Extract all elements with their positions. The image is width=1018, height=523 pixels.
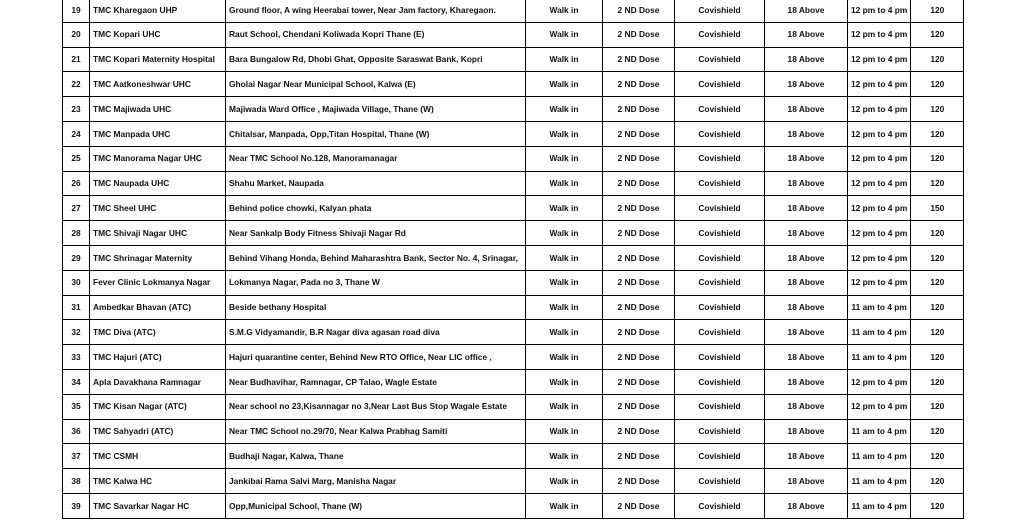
table-row xyxy=(63,121,964,146)
age-group-cell: 18 Above xyxy=(765,0,848,22)
slot-count-cell: 150 xyxy=(911,196,964,221)
dose-type-cell: 2 ND Dose xyxy=(603,22,675,47)
slot-count-cell: 120 xyxy=(911,369,964,394)
centre-address-cell: Gholai Nagar Near Municipal School, Kalwa (E) xyxy=(226,72,526,97)
row-number-cell: 24 xyxy=(63,121,90,146)
table-row xyxy=(63,22,964,47)
table-body xyxy=(63,0,964,518)
session-time-cell: 12 pm to 4 pm xyxy=(848,121,911,146)
session-time-cell: 11 am to 4 pm xyxy=(848,444,911,469)
vaccine-name-cell: Covishield xyxy=(675,270,765,295)
row-number-cell: 21 xyxy=(63,47,90,72)
vaccine-name-cell: Covishield xyxy=(675,345,765,370)
booking-mode-cell: Walk in xyxy=(526,419,603,444)
centre-name-cell: TMC Sahyadri (ATC) xyxy=(90,419,226,444)
centre-address-cell: Behind police chowki, Kalyan phata xyxy=(226,196,526,221)
table-row xyxy=(63,221,964,246)
session-time-cell: 12 pm to 4 pm xyxy=(848,146,911,171)
row-number-cell: 23 xyxy=(63,97,90,122)
booking-mode-cell: Walk in xyxy=(526,320,603,345)
session-time-cell: 12 pm to 4 pm xyxy=(848,22,911,47)
dose-type-cell: 2 ND Dose xyxy=(603,493,675,518)
dose-type-cell: 2 ND Dose xyxy=(603,394,675,419)
row-number-cell: 39 xyxy=(63,493,90,518)
session-time-cell: 11 am to 4 pm xyxy=(848,469,911,494)
session-time-cell: 12 pm to 4 pm xyxy=(848,97,911,122)
booking-mode-cell: Walk in xyxy=(526,444,603,469)
centre-address-cell: Near school no 23,Kisannagar no 3,Near Last Bus Stop Wagale Estate xyxy=(226,394,526,419)
slot-count-cell: 120 xyxy=(911,146,964,171)
age-group-cell: 18 Above xyxy=(765,444,848,469)
dose-type-cell: 2 ND Dose xyxy=(603,221,675,246)
session-time-cell: 12 pm to 4 pm xyxy=(848,0,911,22)
table-row xyxy=(63,171,964,196)
vaccine-name-cell: Covishield xyxy=(675,444,765,469)
centre-name-cell: TMC Kalwa HC xyxy=(90,469,226,494)
booking-mode-cell: Walk in xyxy=(526,221,603,246)
table-row xyxy=(63,345,964,370)
table-row xyxy=(63,245,964,270)
age-group-cell: 18 Above xyxy=(765,196,848,221)
table-row xyxy=(63,469,964,494)
booking-mode-cell: Walk in xyxy=(526,22,603,47)
table-row xyxy=(63,419,964,444)
dose-type-cell: 2 ND Dose xyxy=(603,245,675,270)
dose-type-cell: 2 ND Dose xyxy=(603,295,675,320)
dose-type-cell: 2 ND Dose xyxy=(603,146,675,171)
session-time-cell: 12 pm to 4 pm xyxy=(848,221,911,246)
row-number-cell: 32 xyxy=(63,320,90,345)
row-number-cell: 26 xyxy=(63,171,90,196)
table-row xyxy=(63,394,964,419)
age-group-cell: 18 Above xyxy=(765,146,848,171)
session-time-cell: 11 am to 4 pm xyxy=(848,419,911,444)
dose-type-cell: 2 ND Dose xyxy=(603,0,675,22)
slot-count-cell: 120 xyxy=(911,444,964,469)
row-number-cell: 28 xyxy=(63,221,90,246)
row-number-cell: 29 xyxy=(63,245,90,270)
centre-address-cell: Near Budhavihar, Ramnagar, CP Talao, Wagle Estate xyxy=(226,369,526,394)
centre-name-cell: TMC Kharegaon UHP xyxy=(90,0,226,22)
vaccine-name-cell: Covishield xyxy=(675,22,765,47)
age-group-cell: 18 Above xyxy=(765,97,848,122)
age-group-cell: 18 Above xyxy=(765,493,848,518)
session-time-cell: 11 am to 4 pm xyxy=(848,493,911,518)
centre-name-cell: TMC Naupada UHC xyxy=(90,171,226,196)
slot-count-cell: 120 xyxy=(911,47,964,72)
session-time-cell: 11 am to 4 pm xyxy=(848,345,911,370)
session-time-cell: 12 pm to 4 pm xyxy=(848,171,911,196)
centre-name-cell: TMC Kopari Maternity Hospital xyxy=(90,47,226,72)
booking-mode-cell: Walk in xyxy=(526,196,603,221)
booking-mode-cell: Walk in xyxy=(526,270,603,295)
centre-name-cell: TMC Diva (ATC) xyxy=(90,320,226,345)
dose-type-cell: 2 ND Dose xyxy=(603,171,675,196)
slot-count-cell: 120 xyxy=(911,469,964,494)
age-group-cell: 18 Above xyxy=(765,345,848,370)
centre-address-cell: Opp,Municipal School, Thane (W) xyxy=(226,493,526,518)
vaccine-name-cell: Covishield xyxy=(675,469,765,494)
table-row xyxy=(63,72,964,97)
dose-type-cell: 2 ND Dose xyxy=(603,444,675,469)
row-number-cell: 31 xyxy=(63,295,90,320)
centre-address-cell: Hajuri quarantine center, Behind New RTO Office, Near LIC office , xyxy=(226,345,526,370)
row-number-cell: 19 xyxy=(63,0,90,22)
session-time-cell: 12 pm to 4 pm xyxy=(848,394,911,419)
slot-count-cell: 120 xyxy=(911,419,964,444)
table-row xyxy=(63,444,964,469)
centre-address-cell: Majiwada Ward Office , Majiwada Village, Thane (W) xyxy=(226,97,526,122)
row-number-cell: 36 xyxy=(63,419,90,444)
slot-count-cell: 120 xyxy=(911,171,964,196)
centre-address-cell: Bara Bungalow Rd, Dhobi Ghat, Opposite Saraswat Bank, Kopri xyxy=(226,47,526,72)
session-time-cell: 12 pm to 4 pm xyxy=(848,245,911,270)
vaccine-name-cell: Covishield xyxy=(675,146,765,171)
table-row xyxy=(63,369,964,394)
slot-count-cell: 120 xyxy=(911,345,964,370)
slot-count-cell: 120 xyxy=(911,97,964,122)
centre-name-cell: TMC Manorama Nagar UHC xyxy=(90,146,226,171)
row-number-cell: 27 xyxy=(63,196,90,221)
dose-type-cell: 2 ND Dose xyxy=(603,369,675,394)
age-group-cell: 18 Above xyxy=(765,469,848,494)
centre-name-cell: Ambedkar Bhavan (ATC) xyxy=(90,295,226,320)
vaccine-name-cell: Covishield xyxy=(675,97,765,122)
age-group-cell: 18 Above xyxy=(765,419,848,444)
dose-type-cell: 2 ND Dose xyxy=(603,419,675,444)
age-group-cell: 18 Above xyxy=(765,295,848,320)
session-time-cell: 11 am to 4 pm xyxy=(848,295,911,320)
age-group-cell: 18 Above xyxy=(765,72,848,97)
age-group-cell: 18 Above xyxy=(765,22,848,47)
booking-mode-cell: Walk in xyxy=(526,0,603,22)
booking-mode-cell: Walk in xyxy=(526,146,603,171)
vaccine-name-cell: Covishield xyxy=(675,320,765,345)
centre-name-cell: TMC Manpada UHC xyxy=(90,121,226,146)
centre-address-cell: Lokmanya Nagar, Pada no 3, Thane W xyxy=(226,270,526,295)
dose-type-cell: 2 ND Dose xyxy=(603,121,675,146)
centre-address-cell: Near TMC School No.128, Manoramanagar xyxy=(226,146,526,171)
age-group-cell: 18 Above xyxy=(765,270,848,295)
age-group-cell: 18 Above xyxy=(765,369,848,394)
centre-address-cell: S.M.G Vidyamandir, B.R Nagar diva agasan road diva xyxy=(226,320,526,345)
dose-type-cell: 2 ND Dose xyxy=(603,469,675,494)
slot-count-cell: 120 xyxy=(911,221,964,246)
row-number-cell: 37 xyxy=(63,444,90,469)
dose-type-cell: 2 ND Dose xyxy=(603,196,675,221)
vaccine-name-cell: Covishield xyxy=(675,171,765,196)
table-row xyxy=(63,295,964,320)
dose-type-cell: 2 ND Dose xyxy=(603,270,675,295)
row-number-cell: 38 xyxy=(63,469,90,494)
centre-name-cell: TMC Shivaji Nagar UHC xyxy=(90,221,226,246)
session-time-cell: 12 pm to 4 pm xyxy=(848,47,911,72)
table-row xyxy=(63,320,964,345)
centre-name-cell: Apla Davakhana Ramnagar xyxy=(90,369,226,394)
session-time-cell: 12 pm to 4 pm xyxy=(848,270,911,295)
vaccine-name-cell: Covishield xyxy=(675,394,765,419)
row-number-cell: 20 xyxy=(63,22,90,47)
vaccine-name-cell: Covishield xyxy=(675,245,765,270)
slot-count-cell: 120 xyxy=(911,394,964,419)
booking-mode-cell: Walk in xyxy=(526,97,603,122)
age-group-cell: 18 Above xyxy=(765,121,848,146)
booking-mode-cell: Walk in xyxy=(526,394,603,419)
table-row xyxy=(63,97,964,122)
age-group-cell: 18 Above xyxy=(765,221,848,246)
centre-name-cell: TMC Shrinagar Maternity xyxy=(90,245,226,270)
centre-address-cell: Budhaji Nagar, Kalwa, Thane xyxy=(226,444,526,469)
age-group-cell: 18 Above xyxy=(765,320,848,345)
vaccine-name-cell: Covishield xyxy=(675,72,765,97)
centre-name-cell: TMC Majiwada UHC xyxy=(90,97,226,122)
centre-address-cell: Shahu Market, Naupada xyxy=(226,171,526,196)
centre-address-cell: Near TMC School no.29/70, Near Kalwa Prabhag Samiti xyxy=(226,419,526,444)
vaccine-name-cell: Covishield xyxy=(675,419,765,444)
row-number-cell: 30 xyxy=(63,270,90,295)
booking-mode-cell: Walk in xyxy=(526,345,603,370)
vaccine-name-cell: Covishield xyxy=(675,47,765,72)
booking-mode-cell: Walk in xyxy=(526,469,603,494)
row-number-cell: 35 xyxy=(63,394,90,419)
row-number-cell: 22 xyxy=(63,72,90,97)
vaccination-centres-table xyxy=(62,0,964,519)
table-row xyxy=(63,47,964,72)
dose-type-cell: 2 ND Dose xyxy=(603,47,675,72)
centre-name-cell: TMC Sheel UHC xyxy=(90,196,226,221)
row-number-cell: 34 xyxy=(63,369,90,394)
vaccine-name-cell: Covishield xyxy=(675,196,765,221)
vaccine-name-cell: Covishield xyxy=(675,0,765,22)
centre-name-cell: TMC Aatkoneshwar UHC xyxy=(90,72,226,97)
centre-name-cell: TMC Kisan Nagar (ATC) xyxy=(90,394,226,419)
table-row xyxy=(63,196,964,221)
table-row xyxy=(63,493,964,518)
slot-count-cell: 120 xyxy=(911,320,964,345)
vaccine-name-cell: Covishield xyxy=(675,493,765,518)
slot-count-cell: 120 xyxy=(911,121,964,146)
age-group-cell: 18 Above xyxy=(765,47,848,72)
slot-count-cell: 120 xyxy=(911,245,964,270)
booking-mode-cell: Walk in xyxy=(526,171,603,196)
booking-mode-cell: Walk in xyxy=(526,47,603,72)
booking-mode-cell: Walk in xyxy=(526,295,603,320)
row-number-cell: 33 xyxy=(63,345,90,370)
centre-address-cell: Ground floor, A wing Heerabai tower, Near Jam factory, Kharegaon. xyxy=(226,0,526,22)
booking-mode-cell: Walk in xyxy=(526,369,603,394)
table-row xyxy=(63,270,964,295)
booking-mode-cell: Walk in xyxy=(526,493,603,518)
booking-mode-cell: Walk in xyxy=(526,121,603,146)
slot-count-cell: 120 xyxy=(911,72,964,97)
age-group-cell: 18 Above xyxy=(765,394,848,419)
row-number-cell: 25 xyxy=(63,146,90,171)
dose-type-cell: 2 ND Dose xyxy=(603,320,675,345)
centre-address-cell: Beside bethany Hospital xyxy=(226,295,526,320)
session-time-cell: 11 am to 4 pm xyxy=(848,320,911,345)
centre-name-cell: TMC CSMH xyxy=(90,444,226,469)
centre-address-cell: Raut School, Chendani Koliwada Kopri Thane (E) xyxy=(226,22,526,47)
centre-name-cell: TMC Savarkar Nagar HC xyxy=(90,493,226,518)
session-time-cell: 12 pm to 4 pm xyxy=(848,196,911,221)
centre-address-cell: Chitalsar, Manpada, Opp,Titan Hospital, Thane (W) xyxy=(226,121,526,146)
slot-count-cell: 120 xyxy=(911,493,964,518)
dose-type-cell: 2 ND Dose xyxy=(603,72,675,97)
vaccine-name-cell: Covishield xyxy=(675,295,765,320)
vaccine-name-cell: Covishield xyxy=(675,121,765,146)
slot-count-cell: 120 xyxy=(911,0,964,22)
vaccine-name-cell: Covishield xyxy=(675,369,765,394)
age-group-cell: 18 Above xyxy=(765,245,848,270)
dose-type-cell: 2 ND Dose xyxy=(603,97,675,122)
vaccine-name-cell: Covishield xyxy=(675,221,765,246)
dose-type-cell: 2 ND Dose xyxy=(603,345,675,370)
centre-name-cell: Fever Clinic Lokmanya Nagar xyxy=(90,270,226,295)
table-row xyxy=(63,0,964,22)
centre-address-cell: Behind Vihang Honda, Behind Maharashtra Bank, Sector No. 4, Srinagar, xyxy=(226,245,526,270)
slot-count-cell: 120 xyxy=(911,270,964,295)
table-row xyxy=(63,146,964,171)
booking-mode-cell: Walk in xyxy=(526,72,603,97)
centre-address-cell: Near Sankalp Body Fitness Shivaji Nagar Rd xyxy=(226,221,526,246)
session-time-cell: 12 pm to 4 pm xyxy=(848,72,911,97)
slot-count-cell: 120 xyxy=(911,295,964,320)
age-group-cell: 18 Above xyxy=(765,171,848,196)
session-time-cell: 12 pm to 4 pm xyxy=(848,369,911,394)
centre-address-cell: Jankibai Rama Salvi Marg, Manisha Nagar xyxy=(226,469,526,494)
booking-mode-cell: Walk in xyxy=(526,245,603,270)
centre-name-cell: TMC Hajuri (ATC) xyxy=(90,345,226,370)
slot-count-cell: 120 xyxy=(911,22,964,47)
centre-name-cell: TMC Kopari UHC xyxy=(90,22,226,47)
